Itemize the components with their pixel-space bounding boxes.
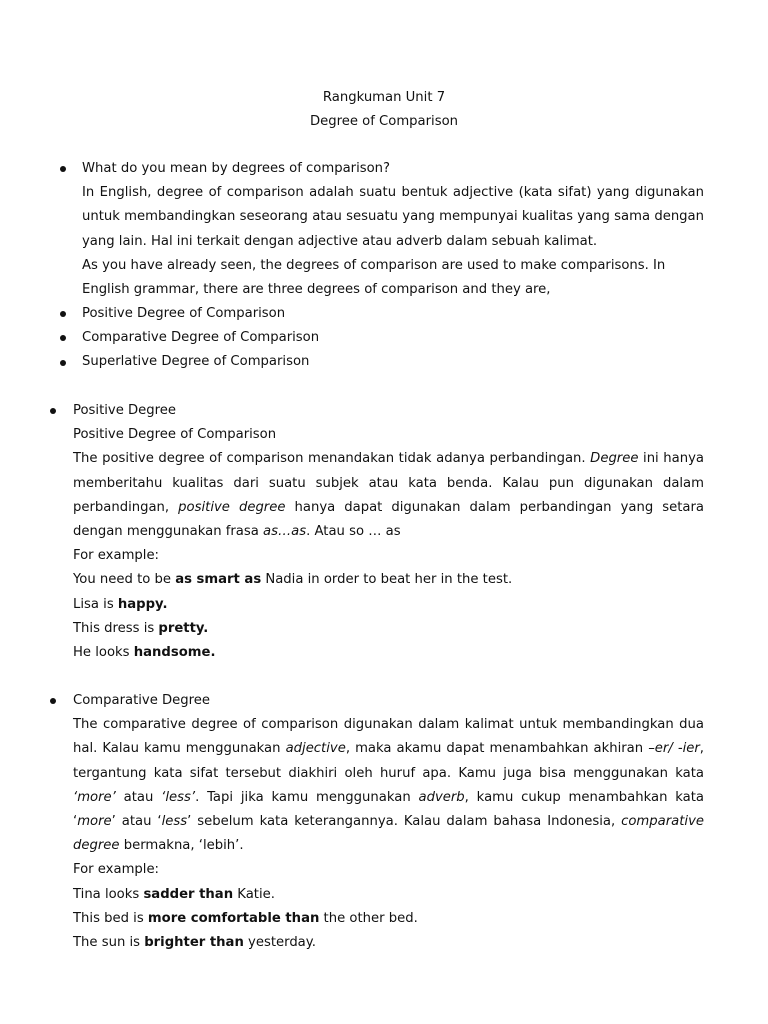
text-span: He looks bbox=[73, 645, 134, 661]
text-span: bermakna, ‘lebih’. bbox=[119, 838, 244, 854]
example-sentence bbox=[73, 931, 704, 955]
text-span: The sun is bbox=[73, 935, 145, 951]
bullet-icon bbox=[50, 698, 56, 704]
text-span: The positive degree of comparison menandakan tidak adanya perbandingan. bbox=[73, 451, 591, 467]
example-sentence bbox=[73, 617, 704, 641]
positive-degree-paragraph bbox=[73, 447, 704, 544]
bold-phrase: happy. bbox=[117, 596, 168, 612]
text-span: , kamu cukup menambahkan kata ‘ bbox=[73, 789, 704, 830]
list-item: Comparative Degree of Comparison bbox=[82, 330, 320, 345]
example-sentence bbox=[73, 641, 704, 665]
text-span: ’ sebelum kata keterangannya. Kalau dalam bahasa Indonesia, bbox=[187, 814, 622, 830]
section-heading: Positive Degree bbox=[73, 403, 177, 418]
italic-term: –er/ -ier bbox=[648, 741, 700, 757]
intro-section bbox=[82, 157, 704, 302]
text-span: Tina looks bbox=[73, 886, 144, 902]
text-span: The comparative degree of comparison digunakan dalam kalimat untuk membandingkan dua hal. Kalau kamu menggunakan bbox=[73, 717, 704, 757]
italic-term: adverb bbox=[418, 789, 465, 805]
text-span: Nadia in order to beat her in the test. bbox=[261, 572, 513, 588]
text-span: . Atau so … as bbox=[306, 524, 401, 540]
example-label: For example: bbox=[73, 548, 160, 564]
text-span: , maka akamu dapat menambahkan akhiran bbox=[345, 741, 649, 757]
text-span: , tergantung kata sifat tersebut diakhiri oleh huruf apa. Kamu juga bisa menggunakan kata bbox=[73, 741, 704, 781]
text-span: Lisa is bbox=[73, 596, 118, 612]
text-span: ’ atau ‘ bbox=[111, 814, 162, 830]
comparative-degree-section bbox=[73, 689, 704, 955]
bold-phrase: sadder than bbox=[143, 886, 234, 902]
text-span: You need to be bbox=[73, 572, 176, 588]
text-span: the other bed. bbox=[319, 910, 418, 926]
document-subtitle: Degree of Comparison bbox=[309, 114, 459, 129]
italic-term: less bbox=[161, 814, 188, 830]
bullet-icon bbox=[60, 360, 66, 366]
list-item: Superlative Degree of Comparison bbox=[82, 354, 310, 369]
document-title: Rangkuman Unit 7 bbox=[322, 90, 446, 105]
text-span: . Tapi jika kamu menggunakan bbox=[195, 789, 419, 805]
italic-term: ‘less’ bbox=[161, 789, 196, 805]
section-heading: Comparative Degree bbox=[73, 693, 211, 708]
example-label: For example: bbox=[73, 862, 160, 878]
bold-phrase: as smart as bbox=[175, 572, 262, 588]
section-subheading: Positive Degree of Comparison bbox=[73, 427, 277, 443]
text-span: Katie. bbox=[233, 886, 275, 902]
italic-term: adjective bbox=[285, 741, 346, 757]
italic-term: comparative degree bbox=[73, 814, 704, 854]
text-span: hanya dapat digunakan dalam perbandingan yang setara dengan menggunakan frasa bbox=[73, 499, 704, 540]
text-span: This dress is bbox=[73, 620, 159, 636]
intro-paragraph-2: As you have already seen, the degrees of comparison are used to make comparisons. In English grammar, there are three degrees of comparison and they are, bbox=[82, 257, 666, 298]
example-sentence bbox=[73, 568, 704, 592]
italic-term: positive degree bbox=[178, 499, 286, 515]
italic-term: ‘more’ bbox=[73, 789, 116, 805]
text-span: atau bbox=[115, 789, 162, 805]
text-span: This bed is bbox=[73, 910, 148, 926]
bullet-icon bbox=[50, 408, 56, 414]
positive-degree-section bbox=[73, 399, 704, 665]
bullet-icon bbox=[60, 166, 66, 172]
bullet-icon bbox=[60, 311, 66, 317]
intro-paragraph-1: In English, degree of comparison adalah suatu bentuk adjective (kata sifat) yang digunakan untuk membandingkan seseorang atau sesuatu yang mempunyai kualitas yang sama dengan yang lain. Hal ini terkait dengan adjective atau adverb dalam sebuah kalimat. bbox=[82, 185, 704, 249]
bullet-icon bbox=[60, 335, 66, 341]
italic-term: more bbox=[77, 814, 112, 830]
intro-question: What do you mean by degrees of comparison? bbox=[82, 161, 391, 176]
bold-phrase: handsome. bbox=[133, 645, 216, 661]
example-sentence bbox=[73, 593, 704, 617]
comparative-degree-paragraph bbox=[73, 713, 704, 858]
example-sentence bbox=[73, 883, 704, 907]
list-item: Positive Degree of Comparison bbox=[82, 306, 286, 321]
bold-phrase: brighter than bbox=[144, 935, 244, 951]
bold-phrase: more comfortable than bbox=[147, 910, 320, 926]
italic-term: as…as bbox=[263, 524, 307, 540]
text-span: yesterday. bbox=[243, 935, 316, 951]
italic-term: Degree bbox=[590, 451, 639, 467]
text-span: ini hanya memberitahu kualitas dari suatu subjek atau kata benda. Kalau pun digunakan dalam perbandingan, bbox=[73, 451, 704, 515]
example-sentence bbox=[73, 907, 704, 931]
bold-phrase: pretty. bbox=[158, 620, 209, 636]
